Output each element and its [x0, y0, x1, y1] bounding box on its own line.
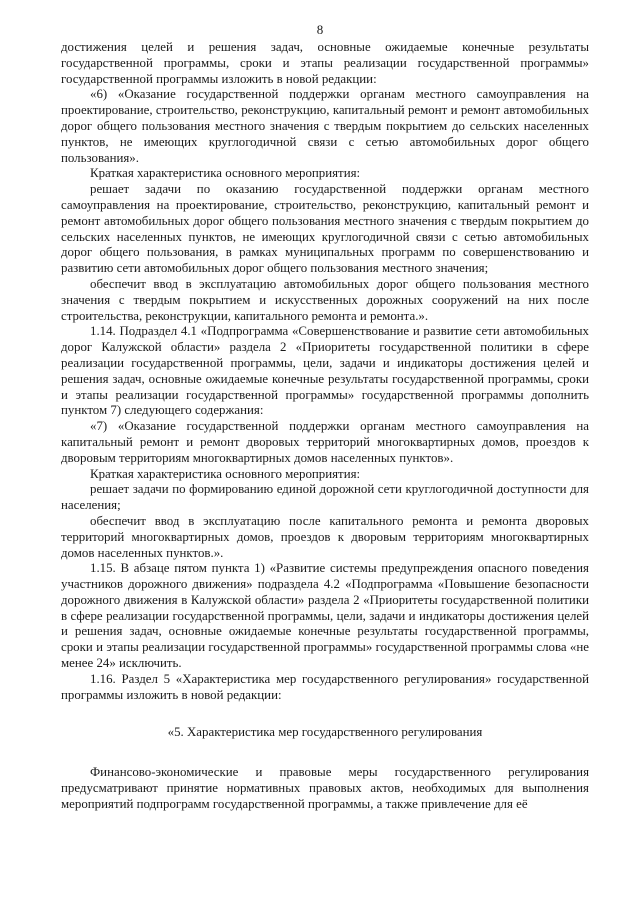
paragraph: 1.16. Раздел 5 «Характеристика мер государственного регулирования» государственной программы изложить в новой редакции:: [61, 671, 589, 702]
paragraph: обеспечит ввод в эксплуатацию автомобильных дорог общего пользования местного значения с твердым покрытием и искусственных дорожных сооружений на них после строительства, реконструкции, капитального ремонта и ремонта.».: [61, 276, 589, 323]
section-heading: «5. Характеристика мер государственного регулирования: [167, 725, 483, 740]
paragraph: обеспечит ввод в эксплуатацию после капитального ремонта и ремонта дворовых территорий многоквартирных домов, проездов к дворовым территориям многоквартирных домов населенных пунктов.».: [61, 513, 589, 560]
paragraph: решает задачи по формированию единой дорожной сети круглогодичной доступности для населения;: [61, 482, 589, 513]
paragraph-list: [61, 40, 589, 703]
paragraph: решает задачи по оказанию государственной поддержки органам местного самоуправления на проектирование, строительство, реконструкцию, капитальный ремонт и ремонт автомобильных дорог общего пользования местного значения с твердым покрытием до сельских населенных пунктов, не имеющих круглогодичной связи с сетью автомобильных дорог общего пользования, в рамках муниципальных программ по совершенствованию и развитию сети автомобильных дорог общего пользования местного значения;: [61, 182, 589, 276]
closing-paragraph: Финансово-экономические и правовые меры государственного регулирования предусматривают принятие нормативных правовых актов, необходимых для выполнения мероприятий подпрограмм государственной программы, а также привлечение для её: [61, 765, 589, 811]
paragraph: «6) «Оказание государственной поддержки органам местного самоуправления на проектирование, строительство, реконструкцию, капитальный ремонт и ремонт автомобильных дорог общего пользования местного значения с твердым покрытием до сельских населенных пунктов, не имеющих круглогодичной связи с сетью автомобильных дорог общего пользования».: [61, 87, 589, 165]
page-number: 8: [316, 22, 324, 37]
paragraph: Краткая характеристика основного мероприятия:: [90, 466, 361, 481]
document-body: [61, 40, 589, 813]
paragraph: достижения целей и решения задач, основные ожидаемые конечные результаты государственной программы, сроки и этапы реализации государственной программы» государственной программы изложить в новой редакции:: [61, 40, 589, 86]
paragraph: Краткая характеристика основного мероприятия:: [90, 166, 361, 181]
paragraph: 1.14. Подраздел 4.1 «Подпрограмма «Совершенствование и развитие сети автомобильных дорог Калужской области» раздела 2 «Приоритеты государственной политики в сфере реализации государственной программы, цели, задачи и индикаторы достижения целей и решения задач, основные ожидаемые конечные результаты государственной программы, сроки и этапы реализации государственной программы» государственной программы дополнить пунктом 7) следующего содержания:: [61, 324, 589, 418]
paragraph: 1.15. В абзаце пятом пункта 1) «Развитие системы предупреждения опасного поведения участников дорожного движения» подраздела 4.2 «Подпрограмма «Повышение безопасности дорожного движения в Калужской области» раздела 2 «Приоритеты государственной политики в сфере реализации государственной программы, цели, задачи и индикаторы достижения целей и решения задач, основные ожидаемые конечные результаты государственной программы, сроки и этапы реализации государственной программы» государственной программы слова «не менее 24» исключить.: [61, 561, 589, 671]
paragraph: «7) «Оказание государственной поддержки органам местного самоуправления на капитальный ремонт и ремонт дворовых территорий многоквартирных домов, проездов к дворовым территориям многоквартирных домов населенных пунктов».: [61, 419, 589, 465]
